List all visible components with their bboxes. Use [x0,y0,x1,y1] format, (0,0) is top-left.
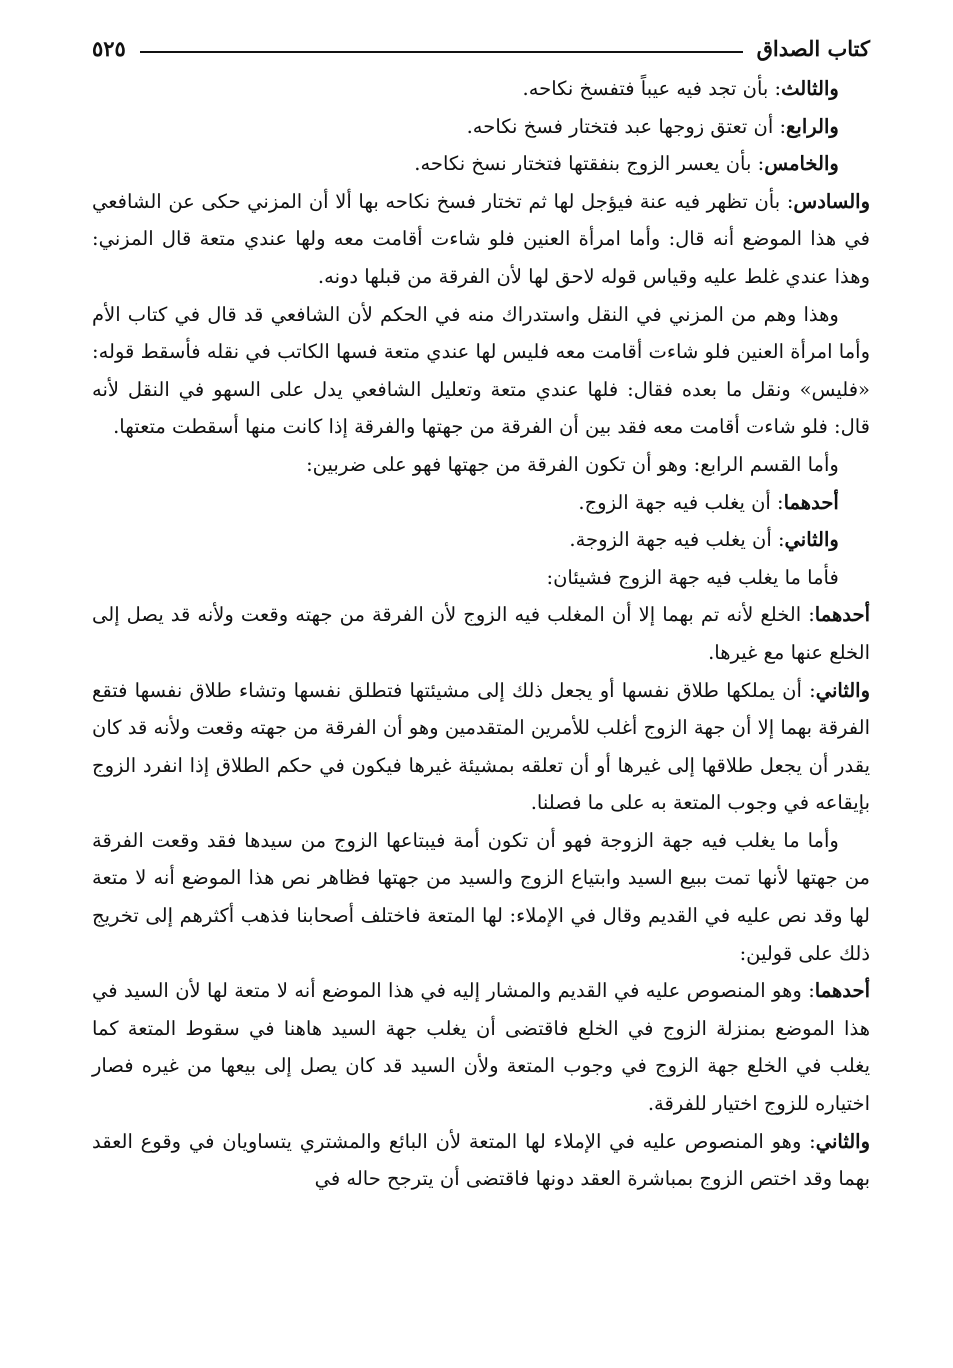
book-title: كتاب الصداق [756,36,870,62]
paragraph-text: فأما ما يغلب فيه جهة الزوج فشيئان: [546,565,839,589]
paragraph-term: والسادس [793,189,870,213]
paragraph-text: : بأن تجد فيه عيباً فتفسخ نكاحه. [522,77,782,100]
paragraph-term: أحدهما [783,490,839,514]
paragraph-text: وأما ما يغلب فيه جهة الزوجة فهو أن تكون أمة فيبتاعها الزوج من سيدها فقد وقعت الفرقة من جهتها لأنها تمت ببيع السيد وابتياع الزوج والسيد من جهتها فظاهر نص هذا الموضع أنه لا متعة لها وقد نص عليه في القديم وقال في الإملاء: لها المتعة فاختلف أصحابنا فذهب أكثرهم إلى تخريج ذلك على قولين: [92,828,870,965]
paragraph-text: وأما القسم الرابع: وهو أن تكون الفرقة من جهتها فهو على ضربين: [306,452,839,476]
paragraph-second-type [92,521,870,559]
paragraph-text: : أن يملكها طلاق نفسها أو يجعل ذلك إلى مشيئتها فتطلق نفسها وتشاء طلاق نفسها فتقع الفرقة بهما إلا أن جهة الزوج أغلب للأمرين المتقدمين وهو أن الفرقة من جهته وقعت ولأنه قد كان يقدر أن يجعل طلاقها إلى غيرها أو أن تعلقه بمشيئة غيرها فيكون في حكم الطلاق إذا انفرد الزوج بإيقاعه في وجوب المتعة به على ما فصلنا. [92,678,870,815]
running-header [92,30,870,68]
page-number: ٥٢٥ [92,36,126,62]
paragraph-term: والثاني [815,678,870,702]
paragraph-fourth-category [92,446,870,484]
paragraph-text: : الخلع لأنه تم بهما إلا أن المغلب فيه الزوج لأن الفرقة من جهته وقعت ولأنه قد يصل إلى الخلع عنها مع غيرها. [92,603,870,664]
paragraph-text: : أن يغلب فيه جهة الزوج. [578,490,784,514]
paragraph-term: والثاني [784,528,839,552]
paragraph-text: : أن يغلب فيه جهة الزوجة. [569,528,785,552]
paragraph-text: : بأن يعسر الزوج بنفقتها فتختار نسخ نكاحه. [414,152,765,176]
paragraph-wife-side [92,822,870,972]
paragraph-term: والثالث [781,77,839,100]
paragraph-talaq-delegation [92,672,870,822]
paragraph-term: والخامس [764,152,839,176]
paragraph-fifth [92,145,870,183]
paragraph-text: وهذا وهم من المزني في النقل واستدراك منه في الحكم لأن الشافعي قد قال في كتاب الأم وأما امرأة العنين فلو شاءت أقامت معه فليس لها عندي متعة فسها الكاتب في نقله فأسقط قوله: «فليس» ونقل ما بعده فقال: فلها عندي متعة وتعليل الشافعي يدل على السهو في النقل لأنه قال: فلو شاءت أقامت معه فقد بين أن الفرقة من جهتها والفرقة إذا كانت منها أسقطت متعتها. [92,302,870,439]
paragraph-third [92,70,870,108]
paragraph-text: : أن تعتق زوجها عبد فتختار فسخ نكاحه. [466,114,787,138]
book-page [92,30,870,1198]
paragraph-text: : وهو المنصوص عليه في الإملاء لها المتعة لأن البائع والمشتري يتساويان في وقوع العقد بهما وقد اختص الزوج بمباشرة العقد دونها فاقتضى أن يترجح حاله في [92,1129,870,1191]
paragraph-term: أحدهما [814,979,870,1003]
header-rule [140,51,743,53]
paragraph-khul [92,596,870,671]
paragraph-sixth [92,183,870,296]
paragraph-text: : وهو المنصوص عليه في القديم والمشار إليه في هذا الموضع أنه لا متعة لها لأن السيد في هذا الموضع بمنزلة الزوج في الخلع فاقتضى أن يغلب جهة السيد هاهنا في سقوط المتعة كما يغلب في الخلع جهة الزوج في وجوب المتعة ولأن السيد قد كان يصل إلى بيعها من غيره فصار اختياره للزوج اختيار للفرقة. [92,979,870,1116]
paragraph-text: : بأن تظهر فيه عنة فيؤجل لها ثم تختار فسخ نكاحه بها ألا أن المزني حكى عن الشافعي في هذا الموضع أنه قال: وأما امرأة العنين فلو شاءت أقامت معه ولها عندي متعة قال المزني: وهذا عندي غلط عليه وقياس قوله لاحق لها لأن الفرقة من قبلها دونه. [92,189,870,288]
paragraph-husband-side [92,559,870,597]
paragraph-term: أحدهما [814,603,870,627]
paragraph-first-opinion [92,972,870,1122]
paragraph-term: والرابع [786,114,839,138]
paragraph-first-type [92,484,870,522]
page-body [92,70,870,1198]
paragraph-muzani-correction [92,296,870,446]
paragraph-term: والثاني [815,1129,870,1153]
paragraph-second-opinion [92,1123,870,1198]
paragraph-fourth [92,108,870,146]
